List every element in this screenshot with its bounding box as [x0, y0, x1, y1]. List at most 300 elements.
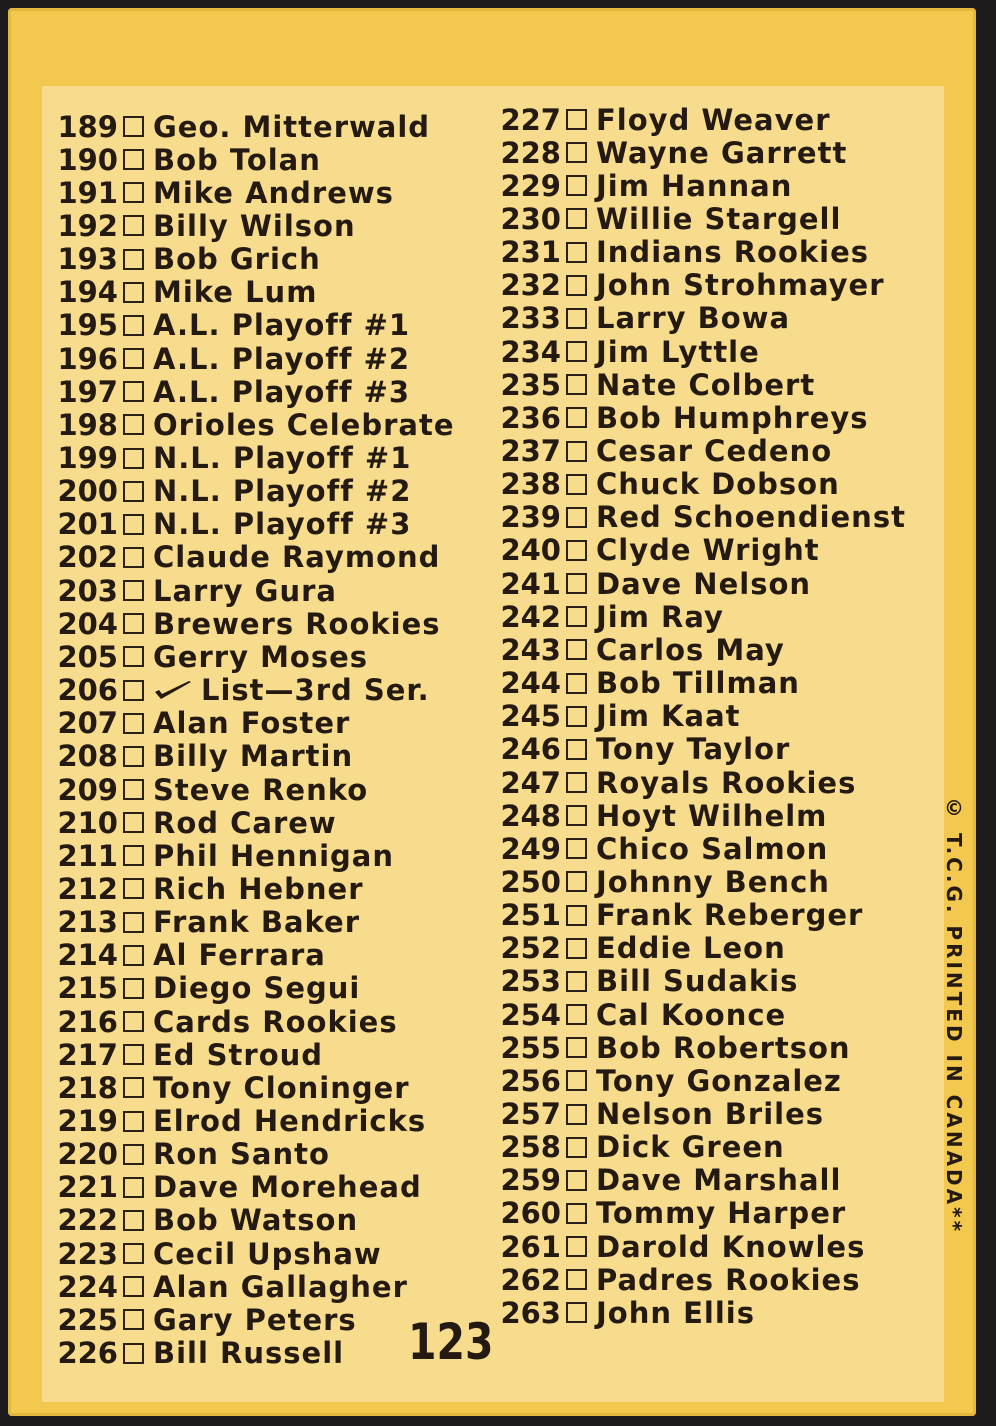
player-name: Royals Rookies: [596, 765, 857, 800]
card-number: 194: [57, 275, 118, 310]
player-name: Larry Bowa: [596, 301, 791, 336]
checklist-row: [52, 508, 411, 541]
card-number: 202: [57, 540, 118, 575]
checkbox[interactable]: [123, 812, 144, 833]
checklist-row: [52, 209, 356, 242]
checkbox[interactable]: [123, 912, 144, 933]
card-number: 248: [500, 798, 561, 833]
player-name: Carlos May: [596, 632, 785, 667]
card-number: 190: [57, 142, 118, 177]
card-number: 218: [57, 1070, 118, 1105]
player-name: Bob Watson: [153, 1203, 359, 1238]
player-name: Chuck Dobson: [596, 467, 840, 502]
card-number: 243: [500, 632, 561, 667]
player-name: Mike Lum: [153, 275, 318, 310]
checkbox[interactable]: [566, 838, 587, 859]
checkbox[interactable]: [123, 845, 144, 866]
checkbox[interactable]: [566, 971, 587, 992]
player-name: Bill Russell: [153, 1336, 345, 1371]
player-name: Dave Marshall: [596, 1163, 842, 1198]
player-name: Jim Kaat: [596, 699, 741, 734]
card-number: 228: [500, 135, 561, 170]
card-number: 237: [500, 434, 561, 468]
checklist-row: [52, 1237, 382, 1270]
card-number: 247: [500, 765, 561, 800]
checkbox[interactable]: [566, 441, 587, 462]
player-name: A.L. Playoff #1: [153, 308, 411, 343]
checklist-row: [495, 633, 785, 666]
card-number: 222: [57, 1203, 118, 1238]
card-number: 251: [500, 898, 561, 933]
player-name: Rich Hebner: [153, 871, 364, 906]
checklist-row: [52, 541, 440, 574]
checkbox[interactable]: [566, 374, 587, 395]
checklist-row: [495, 1263, 860, 1296]
card-number: 198: [57, 407, 118, 442]
checklist-row: [52, 442, 411, 475]
checklist-row: [52, 1005, 398, 1038]
card-number: 195: [57, 308, 118, 343]
player-name: Darold Knowles: [596, 1229, 866, 1264]
checkbox[interactable]: [123, 514, 144, 535]
checkbox[interactable]: [566, 1070, 587, 1091]
card-number: 197: [57, 374, 118, 409]
checklist-row: [495, 1064, 842, 1097]
player-name: Willie Stargell: [596, 201, 842, 236]
checklist-row: [495, 368, 815, 401]
checklist-row: [52, 740, 353, 773]
player-name: Jim Ray: [596, 599, 724, 634]
player-name: N.L. Playoff #2: [153, 474, 412, 509]
copyright-printed-in-canada: © T.C.G. PRINTED IN CANADA**: [942, 796, 966, 1235]
checklist-row: [495, 169, 792, 202]
player-name: A.L. Playoff #3: [153, 374, 411, 409]
player-name: Dave Morehead: [153, 1170, 422, 1205]
checklist-row: [52, 972, 360, 1005]
checkbox[interactable]: [123, 381, 144, 402]
card-number: 253: [500, 964, 561, 999]
checkbox[interactable]: [123, 580, 144, 601]
player-name: Ron Santo: [153, 1137, 330, 1172]
player-name: Bob Humphreys: [596, 400, 869, 435]
checklist-row: [52, 375, 410, 408]
checkbox[interactable]: [123, 1144, 144, 1165]
player-name: Cesar Cedeno: [596, 434, 833, 468]
card-number: 191: [57, 175, 118, 210]
checkbox[interactable]: [566, 706, 587, 727]
card-number: 217: [57, 1037, 118, 1072]
checklist-row: [52, 243, 321, 276]
player-name: Larry Gura: [153, 573, 337, 608]
player-name: Tony Taylor: [596, 732, 791, 767]
checkbox[interactable]: [123, 481, 144, 502]
player-name: Jim Lyttle: [596, 334, 760, 369]
player-name: Gerry Moses: [153, 639, 369, 674]
card-number: 199: [57, 441, 118, 475]
card-number: 254: [500, 997, 561, 1032]
checkbox[interactable]: [566, 573, 587, 594]
player-name: Cal Koonce: [596, 997, 787, 1032]
checklist-row: [52, 1138, 330, 1171]
checklist-row: [52, 674, 430, 707]
card-number: 258: [500, 1130, 561, 1165]
checkbox[interactable]: [566, 1104, 587, 1125]
checklist-row: [495, 965, 798, 998]
checklist-row: [495, 733, 790, 766]
player-name: Ed Stroud: [153, 1037, 324, 1072]
checkbox[interactable]: [123, 149, 144, 170]
player-name: Al Ferrara: [153, 938, 326, 973]
card-number: 229: [500, 168, 561, 203]
player-name: Rod Carew: [153, 805, 337, 840]
player-name: Bob Tolan: [153, 142, 321, 177]
card-number: 211: [57, 838, 118, 873]
card-number: 193: [57, 242, 118, 277]
checklist-row: [495, 136, 847, 169]
card-number: 207: [57, 706, 118, 741]
card-number: 203: [57, 573, 118, 608]
player-name: Bob Tillman: [596, 666, 800, 701]
checkbox[interactable]: [123, 613, 144, 634]
player-name: Wayne Garrett: [596, 135, 848, 170]
checklist-row: [495, 567, 811, 600]
card-number: 189: [57, 109, 118, 144]
checklist-row: [495, 600, 724, 633]
card-number: 257: [500, 1097, 561, 1131]
checkbox[interactable]: [566, 242, 587, 263]
checklist-row: [495, 766, 856, 799]
player-name: Jim Hannan: [596, 168, 793, 203]
checkbox[interactable]: [566, 673, 587, 694]
checkbox[interactable]: [123, 1210, 144, 1231]
checklist-row: [52, 1038, 323, 1071]
checklist-row: [495, 799, 827, 832]
checklist-row: [495, 401, 869, 434]
checklist-row: [52, 806, 337, 839]
player-name: Billy Martin: [153, 739, 354, 774]
player-name: Diego Segui: [153, 971, 361, 1006]
checklist-row: [495, 269, 885, 302]
player-name: Frank Baker: [153, 905, 361, 940]
checkbox[interactable]: [566, 341, 587, 362]
player-name: Hoyt Wilhelm: [596, 798, 828, 833]
player-name: Tony Gonzalez: [596, 1063, 842, 1098]
player-name: Bob Grich: [153, 242, 321, 277]
checkbox[interactable]: [566, 175, 587, 196]
card-number: 244: [500, 666, 561, 701]
checkbox[interactable]: [566, 905, 587, 926]
card-number: 220: [57, 1137, 118, 1172]
checklist-row: [495, 1098, 824, 1131]
player-name: Indians Rookies: [596, 235, 870, 270]
checkbox[interactable]: [123, 1276, 144, 1297]
checklist-row: [52, 309, 410, 342]
checklist-row: [495, 468, 840, 501]
checklist-row: [495, 1296, 755, 1329]
checkbox[interactable]: [123, 414, 144, 435]
card-number: 212: [57, 871, 118, 906]
checklist-row: [495, 335, 760, 368]
checkbox[interactable]: [566, 1037, 587, 1058]
checkbox[interactable]: [123, 348, 144, 369]
checklist-row: [52, 607, 441, 640]
checkbox[interactable]: [566, 308, 587, 329]
card-number: 239: [500, 500, 561, 535]
checklist-row: [495, 202, 841, 235]
card-number: 255: [500, 1030, 561, 1065]
player-name: Eddie Leon: [596, 931, 786, 966]
checklist-row: [52, 176, 394, 209]
checkbox[interactable]: [123, 547, 144, 568]
checkbox[interactable]: [123, 1044, 144, 1065]
card-number: 256: [500, 1063, 561, 1098]
checklist-row: [495, 1131, 785, 1164]
checkbox[interactable]: [566, 1236, 587, 1257]
checklist-row: [495, 1230, 865, 1263]
card-number: 219: [57, 1104, 118, 1138]
player-name: John Strohmayer: [596, 268, 885, 303]
card-number: 263: [500, 1295, 561, 1330]
player-name: Billy Wilson: [153, 208, 356, 243]
card-number: 209: [57, 772, 118, 807]
checkbox[interactable]: [123, 878, 144, 899]
card-number: 196: [57, 341, 118, 376]
checkbox[interactable]: [123, 116, 144, 137]
player-name: Dave Nelson: [596, 566, 812, 601]
player-name: Dick Green: [596, 1130, 785, 1165]
checklist-row: [52, 1303, 357, 1336]
checklist-row: [52, 475, 411, 508]
checklist-row: [52, 143, 321, 176]
card-number: 216: [57, 1004, 118, 1039]
checklist-row: [495, 236, 869, 269]
checkbox[interactable]: [566, 142, 587, 163]
checkbox[interactable]: [123, 182, 144, 203]
checkbox[interactable]: [123, 680, 144, 701]
card-number: 235: [500, 367, 561, 402]
checkbox[interactable]: [123, 1011, 144, 1032]
card-number: 227: [500, 102, 561, 137]
player-name: Padres Rookies: [596, 1262, 861, 1297]
checkbox[interactable]: [566, 1302, 587, 1323]
player-name: A.L. Playoff #2: [153, 341, 411, 376]
player-name: Brewers Rookies: [153, 606, 441, 641]
checkbox[interactable]: [123, 282, 144, 303]
player-name: Chico Salmon: [596, 831, 829, 866]
card-number: 225: [57, 1302, 118, 1337]
card-number: 260: [500, 1196, 561, 1231]
player-name: Red Schoendienst: [596, 500, 906, 535]
checklist-row: [52, 408, 455, 441]
checkbox[interactable]: [566, 275, 587, 296]
card-number: 223: [57, 1236, 118, 1271]
page-number: 123: [408, 1313, 494, 1371]
checklist-row: [495, 700, 741, 733]
checkbox[interactable]: [123, 1111, 144, 1132]
card-number: 236: [500, 400, 561, 435]
checklist-row: [495, 1164, 841, 1197]
checklist-row: [495, 501, 906, 534]
card-number: 241: [500, 566, 561, 601]
checkbox[interactable]: [566, 407, 587, 428]
player-name: N.L. Playoff #3: [153, 507, 412, 542]
card-number: 259: [500, 1163, 561, 1198]
card-number: 238: [500, 467, 561, 502]
player-name: Johnny Bench: [596, 864, 830, 899]
player-name: Bill Sudakis: [596, 964, 799, 999]
checklist-row: [52, 773, 368, 806]
card-number: 250: [500, 864, 561, 899]
card-number: 192: [57, 208, 118, 243]
player-name: Cards Rookies: [153, 1004, 398, 1039]
checkbox[interactable]: [123, 249, 144, 270]
player-name: Tony Cloninger: [153, 1070, 410, 1105]
checklist-row: [52, 839, 394, 872]
card-number: 208: [57, 739, 118, 774]
checklist-row: [52, 1204, 358, 1237]
card-number: 215: [57, 971, 118, 1006]
player-name: Floyd Weaver: [596, 102, 831, 137]
checkbox[interactable]: [566, 805, 587, 826]
player-name: Alan Foster: [153, 706, 351, 741]
checklist-row: [52, 640, 368, 673]
player-name: Orioles Celebrate: [153, 407, 455, 442]
card-number: 210: [57, 805, 118, 840]
checkbox[interactable]: [566, 208, 587, 229]
card-number: 249: [500, 831, 561, 866]
checklist-row: [52, 707, 350, 740]
checkbox[interactable]: [123, 448, 144, 469]
checkbox[interactable]: [566, 1137, 587, 1158]
card-number: 200: [57, 474, 118, 509]
checklist-row: [52, 1071, 410, 1104]
checkbox[interactable]: [566, 871, 587, 892]
card-number: 206: [57, 673, 118, 708]
card-number: 230: [500, 201, 561, 236]
player-name: N.L. Playoff #1: [153, 441, 412, 475]
player-name: Steve Renko: [153, 772, 369, 807]
player-name: Bob Robertson: [596, 1030, 851, 1065]
checkbox[interactable]: [123, 1077, 144, 1098]
checkbox[interactable]: [123, 1243, 144, 1264]
checkbox[interactable]: [566, 772, 587, 793]
checkbox[interactable]: [566, 109, 587, 130]
player-name: Cecil Upshaw: [153, 1236, 382, 1271]
player-name: Clyde Wright: [596, 533, 820, 568]
checkbox[interactable]: [123, 1177, 144, 1198]
card-number: 214: [57, 938, 118, 973]
checklist-row: [495, 435, 832, 468]
checkbox[interactable]: [123, 713, 144, 734]
checkbox[interactable]: [566, 1004, 587, 1025]
player-name: Geo. Mitterwald: [153, 109, 431, 144]
player-name: Phil Hennigan: [153, 838, 395, 873]
checklist-row: [495, 1197, 846, 1230]
checkmark-icon: [153, 679, 193, 701]
checklist-row: [495, 534, 820, 567]
player-name: Alan Gallagher: [153, 1269, 408, 1304]
card-number: 213: [57, 905, 118, 940]
checkbox[interactable]: [566, 507, 587, 528]
checkbox[interactable]: [566, 606, 587, 627]
checkbox[interactable]: [566, 639, 587, 660]
checkbox[interactable]: [123, 646, 144, 667]
checklist-row: [52, 1105, 426, 1138]
checkbox[interactable]: [123, 215, 144, 236]
card-number: 234: [500, 334, 561, 369]
card-number: 226: [57, 1336, 118, 1371]
checklist-row: [52, 1171, 422, 1204]
checkbox[interactable]: [123, 779, 144, 800]
checklist-row: [495, 103, 831, 136]
checkbox[interactable]: [566, 938, 587, 959]
checklist-row: [495, 667, 800, 700]
checklist-row: [52, 906, 360, 939]
checklist-row: [495, 1031, 851, 1064]
player-name: John Ellis: [596, 1295, 755, 1330]
player-name: List—3rd Ser.: [201, 673, 430, 708]
player-name: Claude Raymond: [153, 540, 441, 575]
card-number: 232: [500, 268, 561, 303]
checkbox[interactable]: [566, 1203, 587, 1224]
checkbox[interactable]: [123, 315, 144, 336]
checkbox[interactable]: [566, 1269, 587, 1290]
checklist-row: [52, 342, 410, 375]
checklist-row: [52, 872, 364, 905]
card-number: 252: [500, 931, 561, 966]
checkbox[interactable]: [566, 474, 587, 495]
card-number: 245: [500, 699, 561, 734]
checklist-row: [495, 932, 786, 965]
card-number: 240: [500, 533, 561, 568]
checklist-row: [52, 110, 430, 143]
card-number: 204: [57, 606, 118, 641]
checkbox[interactable]: [123, 1309, 144, 1330]
checkbox[interactable]: [123, 945, 144, 966]
player-name: Elrod Hendricks: [153, 1104, 427, 1138]
player-name: Tommy Harper: [596, 1196, 847, 1231]
checkbox[interactable]: [123, 978, 144, 999]
checklist-row: [52, 939, 326, 972]
player-name: Frank Reberger: [596, 898, 864, 933]
card-number: 205: [57, 639, 118, 674]
checklist-row: [495, 302, 790, 335]
card-number: 246: [500, 732, 561, 767]
player-name: Gary Peters: [153, 1302, 357, 1337]
card-number: 242: [500, 599, 561, 634]
card-number: 201: [57, 507, 118, 542]
checklist-row: [495, 998, 786, 1031]
checkbox[interactable]: [123, 1343, 144, 1364]
checkbox[interactable]: [566, 540, 587, 561]
card-number: 233: [500, 301, 561, 336]
card-number: 261: [500, 1229, 561, 1264]
player-name: Mike Andrews: [153, 175, 394, 210]
checklist-row: [52, 1337, 344, 1370]
checklist-row: [52, 276, 317, 309]
checklist-row: [495, 832, 828, 865]
player-name: Nelson Briles: [596, 1097, 825, 1131]
checklist-row: [52, 574, 337, 607]
checkbox[interactable]: [566, 739, 587, 760]
checkbox[interactable]: [566, 1170, 587, 1191]
checkbox[interactable]: [123, 746, 144, 767]
card-number: 224: [57, 1269, 118, 1304]
player-name: Nate Colbert: [596, 367, 816, 402]
checklist-row: [52, 1270, 408, 1303]
checklist-row: [495, 865, 830, 898]
card-number: 231: [500, 235, 561, 270]
